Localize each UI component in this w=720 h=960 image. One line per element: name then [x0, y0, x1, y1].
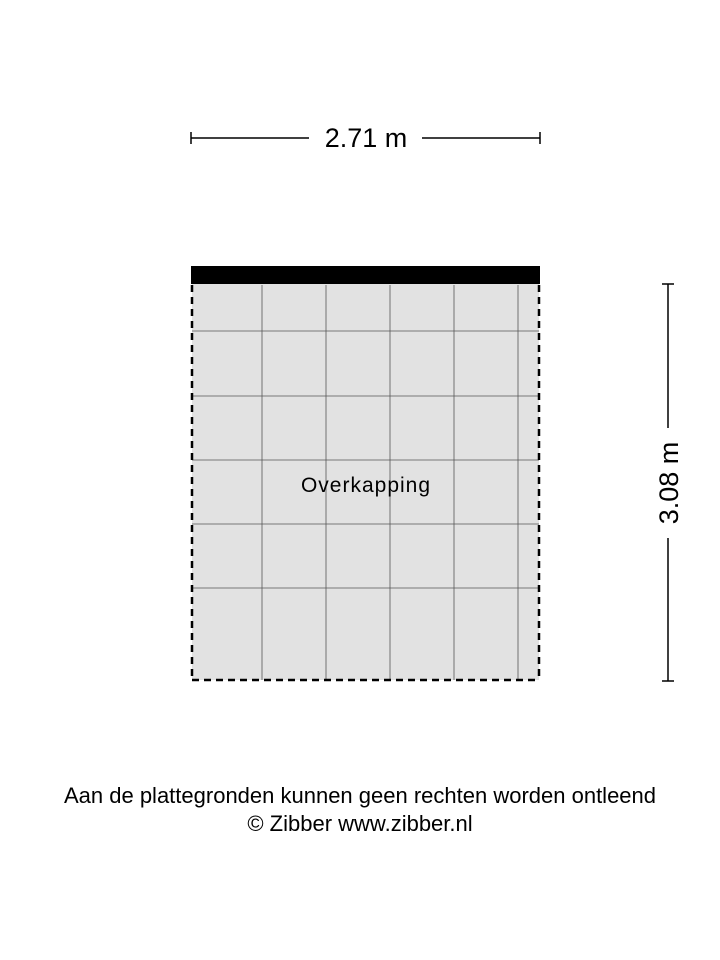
disclaimer-text: Aan de plattegronden kunnen geen rechten worden ontleend	[63, 783, 657, 808]
depth-dimension	[654, 284, 684, 681]
width-dimension-label: 2.71 m	[324, 123, 408, 153]
depth-dimension-label: 3.08 m	[654, 441, 684, 525]
room-overkapping	[191, 266, 540, 680]
room-label: Overkapping	[300, 474, 432, 497]
copyright-text: © Zibber www.zibber.nl	[247, 811, 473, 836]
width-dimension	[191, 123, 540, 153]
wall-top	[191, 266, 540, 284]
